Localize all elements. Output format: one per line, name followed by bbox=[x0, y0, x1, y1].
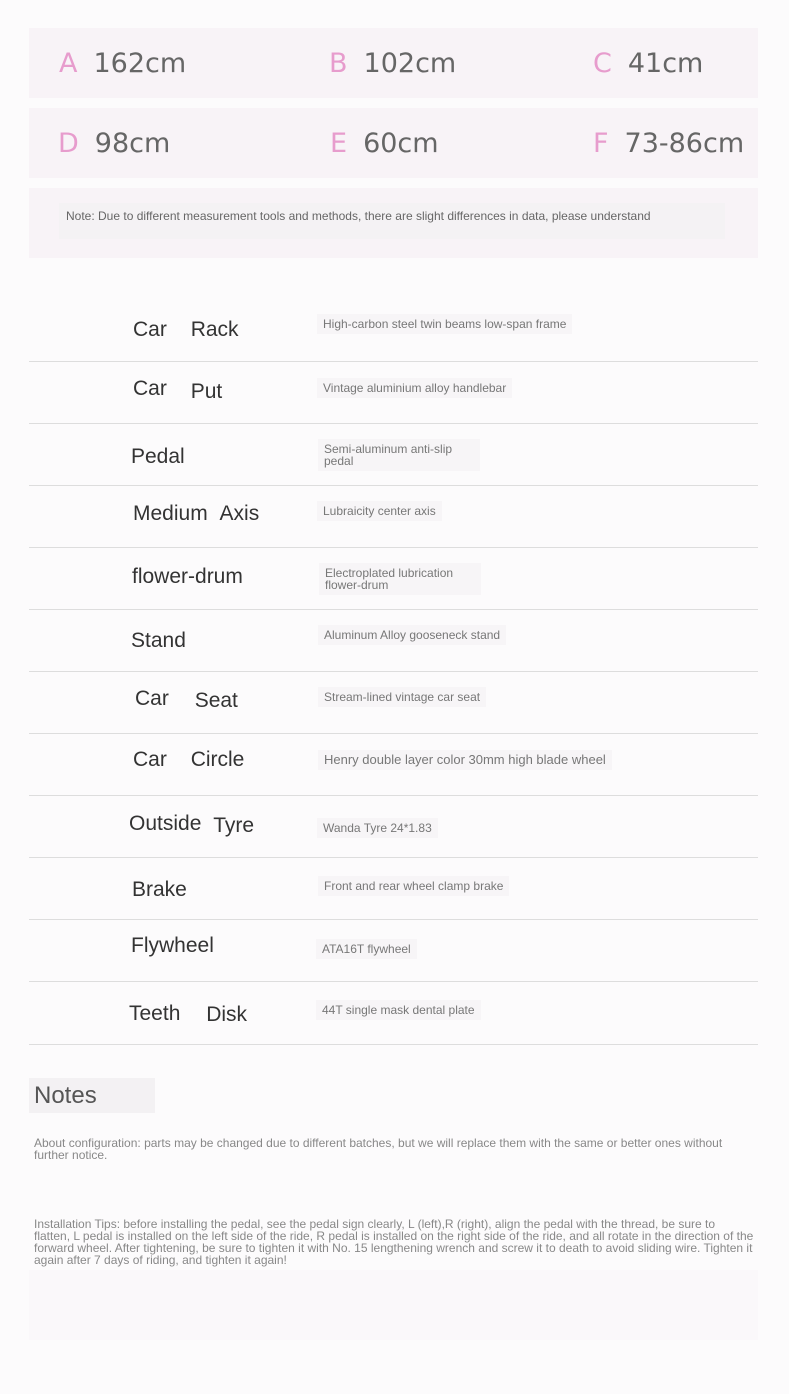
measurement-row-1 bbox=[29, 28, 758, 98]
spec-row bbox=[29, 858, 758, 920]
measurement-value: 41cm bbox=[627, 47, 704, 79]
spec-name bbox=[128, 629, 189, 653]
spec-value: Lubraicity center axis bbox=[317, 501, 442, 521]
spec-row bbox=[29, 486, 758, 548]
spec-row bbox=[29, 734, 758, 796]
measurement-e bbox=[330, 108, 439, 178]
spec-name bbox=[132, 687, 241, 711]
measurement-a bbox=[59, 28, 186, 98]
spec-row bbox=[29, 920, 758, 982]
measurement-value: 102cm bbox=[363, 47, 457, 79]
spec-value: 44T single mask dental plate bbox=[316, 1000, 481, 1020]
installation-tips: Installation Tips: before installing the pedal, see the pedal sign clearly, L (left),R (right), align the pedal with the thread, be sure to flatten, L pedal is installed on the left side of the ride, R pedal is installed on the right side of the ride, and all rotate in the direction of the forward wheel. After tightening, be sure to tighten it with No. 15 lengthening wrench and screw it to death to avoid sliding wire. Tighten it again after 7 days of riding, and tighten it again! bbox=[34, 1217, 754, 1267]
spec-row bbox=[29, 610, 758, 672]
spec-name bbox=[126, 812, 257, 836]
measurement-value: 98cm bbox=[94, 127, 171, 159]
spec-row bbox=[29, 796, 758, 858]
spec-name-word: Rack bbox=[190, 318, 239, 341]
measurement-b bbox=[329, 28, 456, 98]
measurement-f bbox=[593, 108, 744, 178]
spec-name-word: flower-drum bbox=[132, 565, 243, 588]
measurement-letter: E bbox=[330, 127, 348, 159]
measurement-note-box bbox=[29, 188, 758, 258]
spec-name bbox=[129, 565, 246, 589]
spec-name-word: Car bbox=[133, 318, 167, 341]
spec-name bbox=[130, 318, 242, 342]
spec-value: Aluminum Alloy gooseneck stand bbox=[318, 625, 506, 645]
measurement-letter: D bbox=[58, 127, 79, 159]
spec-value: Front and rear wheel clamp brake bbox=[318, 876, 509, 896]
spec-row bbox=[29, 298, 758, 362]
spec-name-word: Seat bbox=[194, 689, 238, 712]
spec-name-word: Put bbox=[190, 380, 223, 403]
spec-name-word: Tyre bbox=[213, 814, 255, 837]
spec-value: Henry double layer color 30mm high blade wheel bbox=[318, 750, 612, 770]
spec-value: Wanda Tyre 24*1.83 bbox=[317, 818, 438, 838]
measurement-c bbox=[593, 28, 703, 98]
spec-name-word: Teeth bbox=[129, 1002, 181, 1025]
measurement-note: Note: Due to different measurement tools and methods, there are slight differences in data, please understand bbox=[66, 209, 651, 223]
spec-row bbox=[29, 548, 758, 610]
spec-value: Electroplated lubrication flower-drum bbox=[319, 563, 481, 595]
spec-name bbox=[130, 377, 225, 401]
measurement-letter: B bbox=[329, 47, 348, 79]
installation-background bbox=[29, 1270, 758, 1340]
measurement-value: 60cm bbox=[363, 127, 439, 159]
spec-name-word: Disk bbox=[206, 1003, 248, 1026]
measurement-value: 73-86cm bbox=[624, 127, 745, 159]
spec-table bbox=[29, 298, 758, 1045]
spec-name bbox=[129, 878, 190, 902]
spec-name-word: Car bbox=[133, 377, 167, 400]
spec-name-word: Medium bbox=[133, 502, 208, 525]
spec-value: ATA16T flywheel bbox=[316, 939, 417, 959]
spec-name bbox=[130, 502, 262, 526]
measurement-d bbox=[58, 108, 170, 178]
spec-name bbox=[130, 748, 247, 772]
spec-value: Vintage aluminium alloy handlebar bbox=[317, 378, 512, 398]
spec-value: High-carbon steel twin beams low-span frame bbox=[317, 314, 572, 334]
spec-name-word: Axis bbox=[219, 502, 260, 525]
configuration-note: About configuration: parts may be changed due to different batches, but we will replace them with the same or better ones without further notice. bbox=[34, 1136, 723, 1162]
spec-name-word: Pedal bbox=[131, 445, 185, 468]
spec-value: Semi-aluminum anti-slip pedal bbox=[318, 439, 480, 471]
spec-name bbox=[128, 934, 217, 958]
spec-name-word: Outside bbox=[129, 812, 202, 835]
spec-name bbox=[126, 1002, 250, 1026]
notes-heading: Notes bbox=[29, 1078, 155, 1113]
measurement-row-2 bbox=[29, 108, 758, 178]
spec-row bbox=[29, 362, 758, 424]
measurement-letter: A bbox=[59, 47, 78, 79]
spec-name-word: Brake bbox=[132, 878, 187, 901]
spec-row bbox=[29, 424, 758, 486]
spec-value: Stream-lined vintage car seat bbox=[318, 687, 486, 707]
spec-name-word: Circle bbox=[190, 748, 245, 771]
spec-name-word: Stand bbox=[131, 629, 186, 652]
spec-row bbox=[29, 982, 758, 1045]
spec-name bbox=[128, 445, 188, 469]
spec-name-word: Car bbox=[135, 687, 169, 710]
spec-row bbox=[29, 672, 758, 734]
measurement-letter: F bbox=[593, 127, 609, 159]
measurement-value: 162cm bbox=[93, 47, 187, 79]
measurement-letter: C bbox=[593, 47, 612, 79]
spec-name-word: Car bbox=[133, 748, 167, 771]
spec-name-word: Flywheel bbox=[131, 934, 214, 957]
